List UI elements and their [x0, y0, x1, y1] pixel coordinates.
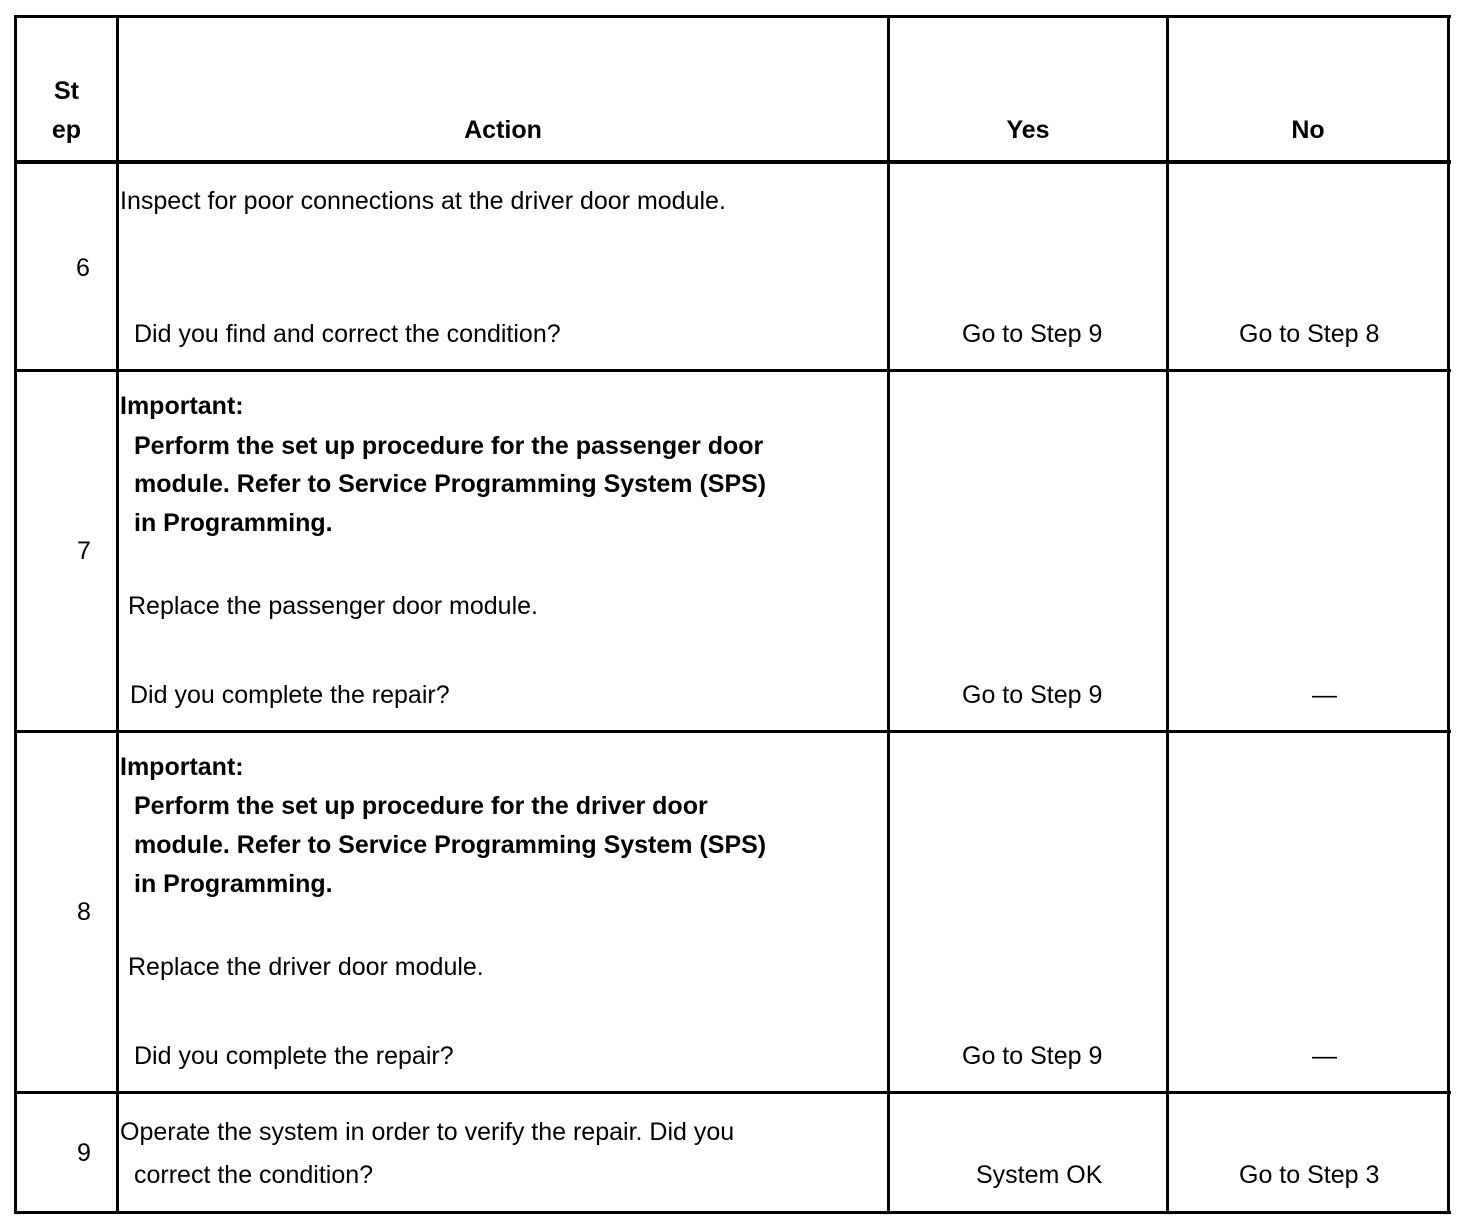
table-bottom-border: [14, 1211, 1451, 1214]
column-divider: [887, 15, 890, 1214]
important-note-line: Perform the set up procedure for the passenger door: [134, 432, 764, 460]
question-text: Did you find and correct the condition?: [134, 320, 561, 348]
column-divider: [1166, 15, 1169, 1214]
no-result: —: [1312, 681, 1337, 709]
step-number: 8: [77, 898, 91, 926]
yes-result: Go to Step 9: [962, 320, 1103, 348]
header-yes: Yes: [1006, 116, 1050, 144]
question-text: Did you complete the repair?: [130, 681, 450, 709]
no-result: —: [1312, 1042, 1337, 1070]
no-result: Go to Step 3: [1239, 1161, 1380, 1189]
step-number: 6: [76, 254, 90, 282]
instruction-text: Replace the driver door module.: [128, 953, 484, 981]
important-label: Important:: [120, 392, 244, 420]
important-label: Important:: [120, 753, 244, 781]
header-bottom-border: [14, 160, 1451, 164]
question-text: Did you complete the repair?: [134, 1042, 454, 1070]
instruction-text: correct the condition?: [134, 1161, 374, 1189]
header-action: Action: [464, 116, 542, 144]
column-divider: [116, 15, 119, 1214]
row-divider: [14, 730, 1451, 733]
row-divider: [14, 369, 1451, 372]
row-divider: [14, 1091, 1451, 1094]
instruction-text: Inspect for poor connections at the driver door module.: [120, 187, 726, 215]
important-note-line: module. Refer to Service Programming System (SPS): [134, 831, 767, 859]
yes-result: Go to Step 9: [962, 1042, 1103, 1070]
instruction-text: Replace the passenger door module.: [128, 592, 538, 620]
step-number: 7: [77, 537, 91, 565]
instruction-text: Operate the system in order to verify the repair. Did you: [120, 1118, 735, 1146]
header-no: No: [1291, 116, 1325, 144]
header-step-line2: ep: [51, 116, 82, 144]
important-note-line: Perform the set up procedure for the driver door: [134, 792, 708, 820]
yes-result: Go to Step 9: [962, 681, 1103, 709]
header-step-line1: St: [54, 77, 79, 105]
yes-result: System OK: [976, 1161, 1103, 1189]
no-result: Go to Step 8: [1239, 320, 1380, 348]
table-left-border: [14, 15, 17, 1214]
table-top-border: [14, 15, 1451, 18]
table-right-border: [1447, 15, 1450, 1214]
important-note-line: module. Refer to Service Programming System (SPS): [134, 470, 767, 498]
important-note-line: in Programming.: [134, 509, 333, 537]
important-note-line: in Programming.: [134, 870, 333, 898]
step-number: 9: [77, 1139, 91, 1167]
